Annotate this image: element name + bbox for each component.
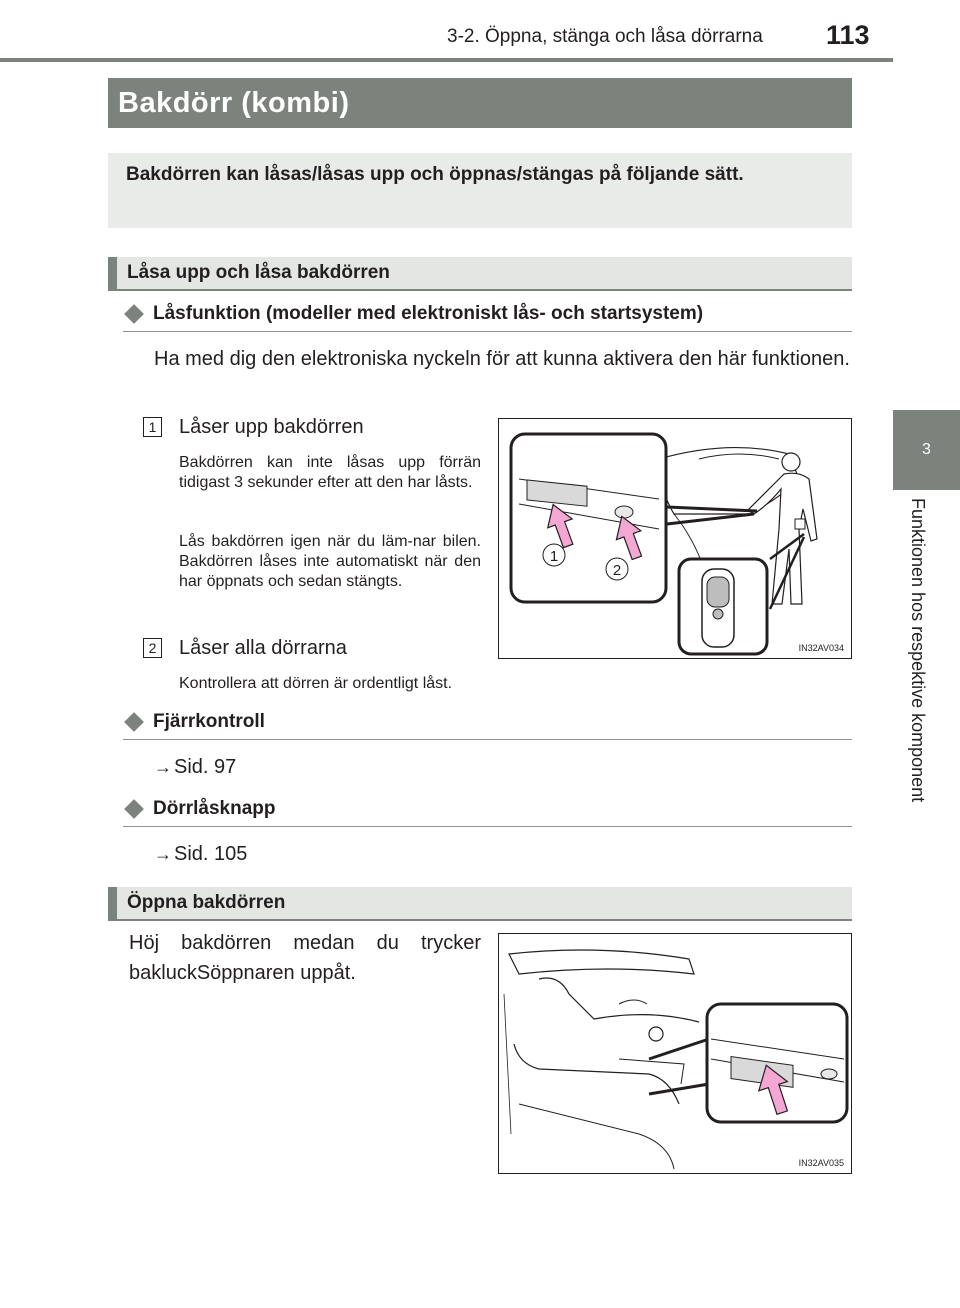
reference-arrow-icon: →	[154, 757, 172, 777]
lock-function-text: Ha med dig den elektroniska nyckeln för att kunna aktivera den här funktionen.	[154, 348, 850, 370]
chapter-title: Funktionen hos respektive komponent	[908, 498, 928, 803]
reference-door-lock-switch-text: Sid. 105	[174, 843, 248, 865]
section-heading-lock	[108, 257, 852, 291]
intro-box	[108, 153, 852, 228]
item-1-note-2: Lås bakdörren igen när du läm-nar bilen. Bakdörren låses inte automatiskt när den har öppnats och sedan stängts.	[179, 533, 481, 590]
subheading-lock-function	[123, 297, 852, 332]
figure-callout-1: 1	[549, 548, 559, 565]
chapter-title-vertical	[900, 498, 936, 858]
page-title	[108, 78, 852, 128]
figure-unlock-tailgate	[498, 418, 852, 659]
figure-code-2: IN32AV035	[798, 1158, 844, 1168]
section-heading-open	[108, 887, 852, 921]
intro-text: Bakdörren kan låsas/låsas upp och öppnas/stängas på följande sätt.	[126, 164, 744, 185]
header-rule	[0, 58, 893, 62]
reference-door-lock-switch[interactable]	[154, 839, 247, 869]
item-number-2: 2	[143, 638, 162, 658]
figure-code-1: IN32AV034	[798, 643, 844, 653]
section-heading-lock-text: Låsa upp och låsa bakdörren	[127, 262, 390, 283]
figure-open-tailgate	[498, 933, 852, 1174]
figure-callout-2: 2	[612, 562, 622, 579]
reference-arrow-icon: →	[154, 844, 172, 864]
diamond-bullet-icon	[124, 304, 144, 324]
subheading-door-lock-switch-text: Dörrlåsknapp	[153, 798, 276, 819]
reference-remote[interactable]	[154, 752, 236, 782]
item-2-note: Kontrollera att dörren är ordentligt låst.	[179, 675, 453, 692]
item-1-note-1: Bakdörren kan inte låsas upp förrän tidigast 3 sekunder efter att den har låsts.	[179, 454, 481, 491]
section-heading-open-text: Öppna bakdörren	[127, 892, 286, 913]
subheading-door-lock-switch	[123, 792, 852, 827]
page-number: 113	[826, 20, 870, 50]
item-1-label: Låser upp bakdörren	[179, 416, 364, 438]
subheading-remote-text: Fjärrkontroll	[153, 711, 265, 732]
figure-unlock-tailgate-illustration	[499, 419, 851, 658]
diamond-bullet-icon	[124, 712, 144, 732]
chapter-number: 3	[922, 441, 931, 458]
figure-open-tailgate-illustration	[499, 934, 851, 1173]
running-header-section: 3-2. Öppna, stänga och låsa dörrarna	[447, 26, 763, 47]
item-2-label: Låser alla dörrarna	[179, 637, 347, 659]
diamond-bullet-icon	[124, 799, 144, 819]
page-title-text: Bakdörr (kombi)	[118, 86, 350, 119]
item-number-1: 1	[143, 417, 162, 437]
open-tailgate-text: Höj bakdörren medan du trycker bakluckSöppnaren uppåt.	[129, 932, 481, 984]
reference-remote-text: Sid. 97	[174, 756, 237, 778]
chapter-tab	[893, 410, 960, 490]
subheading-remote	[123, 705, 852, 740]
subheading-lock-function-text: Låsfunktion (modeller med elektroniskt lås- och startsystem)	[153, 303, 704, 324]
